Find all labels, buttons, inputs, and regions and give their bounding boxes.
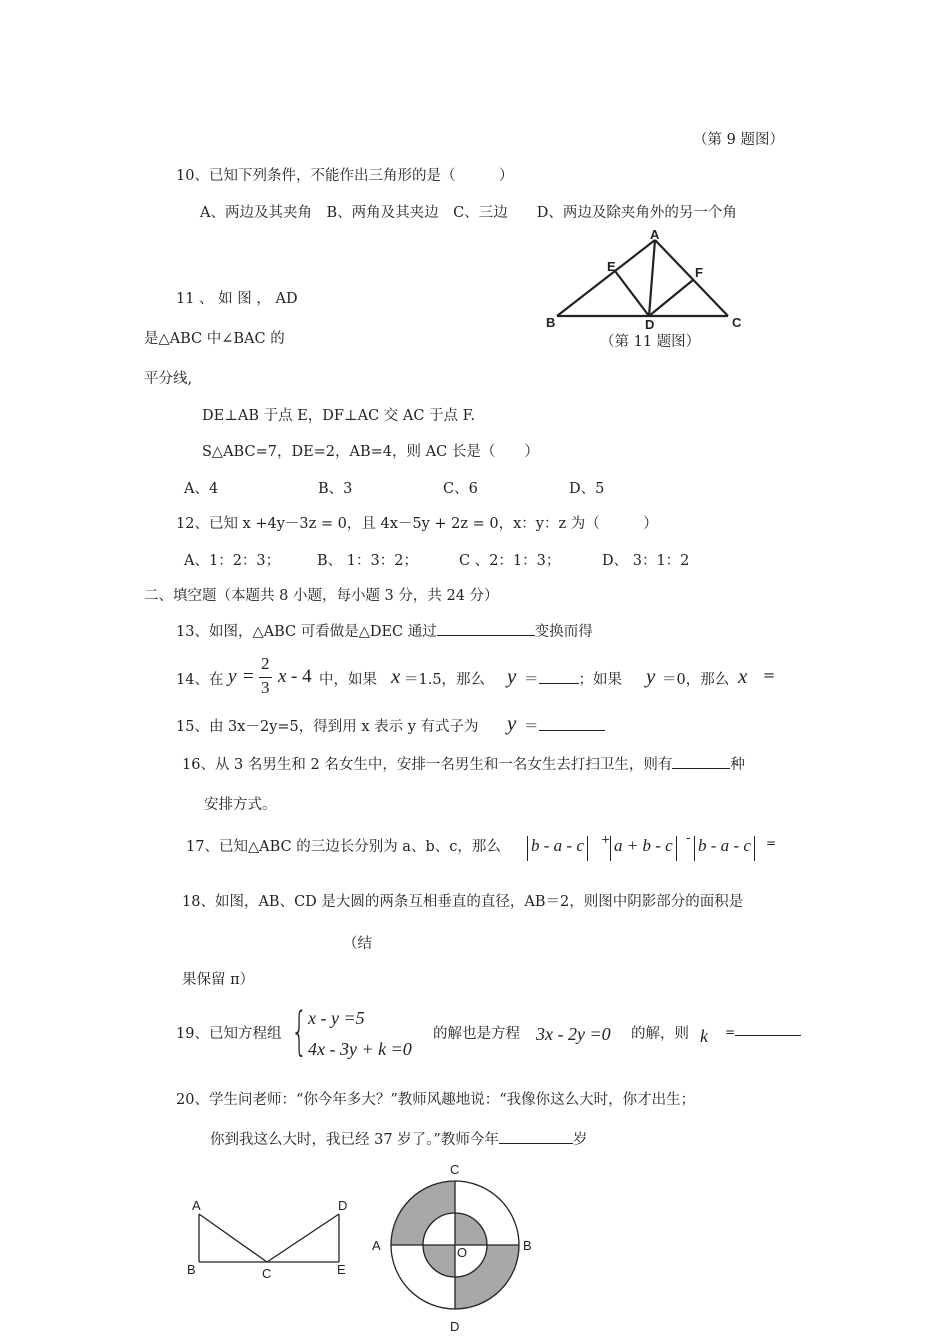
fig11-label-b: B xyxy=(546,315,556,330)
q14-denominator: 3 xyxy=(261,678,270,697)
q14-x-var2: x xyxy=(738,664,748,688)
q17-op1: + xyxy=(601,833,611,846)
fig13-label-b: B xyxy=(187,1262,196,1277)
fig13-label-a: A xyxy=(192,1198,201,1213)
fig11-caption: （第 11 题图） xyxy=(600,334,701,350)
q20-line2-pre: 你到我这么大时，我已经 37 岁了。”教师今年 xyxy=(210,1132,499,1148)
q12-option-d: D、 3：1：2 xyxy=(602,553,690,569)
q15-answer-blank[interactable] xyxy=(539,730,605,731)
q17-abs3-text: b - a - c xyxy=(698,836,751,855)
q14-mid1: 中，如果 xyxy=(319,672,377,688)
q11-option-b: B、3 xyxy=(318,481,353,497)
q14-x: x xyxy=(278,666,287,687)
section2-heading: 二、填空题（本题共 8 小题，每小题 3 分，共 24 分） xyxy=(144,588,499,604)
q19-k: k xyxy=(700,1026,708,1046)
q11-line4: DE⊥AB 于点 E，DF⊥AC 交 AC 于点 F. xyxy=(202,408,476,424)
q17-pre: 17、已知△ABC 的三边长分别为 a、b、c，那么 xyxy=(186,839,501,855)
q14-minus4: - 4 xyxy=(291,666,312,687)
q19-eq3: 3x - 2y =0 xyxy=(536,1024,611,1044)
fig13-triangles xyxy=(183,1196,363,1282)
fig18-circles xyxy=(368,1160,538,1342)
q17-op2: - xyxy=(686,831,691,846)
fig13-label-d: D xyxy=(338,1198,348,1213)
q15-eq: ＝ xyxy=(524,719,539,735)
fig18-label-d: D xyxy=(450,1319,460,1334)
q14-eq2: ＝ xyxy=(524,672,539,688)
q20-line1: 20、学生问老师：“你今年多大？”教师风趣地说：“我像你这么大时，你才出生； xyxy=(176,1092,696,1108)
q17-abs2 xyxy=(610,836,677,861)
q13-pre: 13、如图，△ABC 可看做是△DEC 通过 xyxy=(176,624,437,640)
fig18-label-o: O xyxy=(457,1245,468,1260)
q19-eq1: x - y =5 xyxy=(308,1008,365,1028)
q19-brace: { xyxy=(291,1002,308,1062)
q10-options: A、两边及其夹角 B、两角及其夹边 C、三边 D、两边及除夹角外的另一个角 xyxy=(200,205,737,221)
q11-line5: S△ABC=7，DE=2，AB=4，则 AC 长是（ ） xyxy=(202,444,539,460)
fig18-label-b: B xyxy=(523,1238,532,1253)
q16-line2: 安排方式。 xyxy=(204,797,277,813)
q17-eq: = xyxy=(766,836,777,850)
q14-numerator: 2 xyxy=(261,654,270,673)
q19-mid: 的解也是方程 xyxy=(433,1026,520,1042)
q16-line1-pre: 16、从 3 名男生和 2 名女生中，安排一名男生和一名女生去打扫卫生，则有 xyxy=(182,757,673,773)
q17-abs3 xyxy=(694,836,755,861)
q18-line1: 18、如图，AB、CD 是大圆的两条互相垂直的直径，AB＝2，则图中阴影部分的面积是 xyxy=(182,894,744,910)
fig11-label-a: A xyxy=(650,228,660,242)
q14-y: y xyxy=(228,666,237,687)
q15-y: y xyxy=(507,711,517,735)
q12-option-c: C 、2：1：3； xyxy=(459,553,561,569)
q16-line1-post: 种 xyxy=(730,757,745,773)
q15-pre: 15、由 3x－2y=5，得到用 x 表示 y 有式子为 xyxy=(176,719,479,735)
fig11-label-c: C xyxy=(732,315,742,330)
q11-option-d: D、5 xyxy=(569,481,605,497)
q11-line1: 11 、 如 图 ， AD xyxy=(176,291,298,307)
q14-eq3: = xyxy=(763,668,776,684)
fig18-label-a: A xyxy=(372,1238,381,1253)
q14-y-var: y xyxy=(507,664,517,688)
q14-pre: 14、在 xyxy=(176,672,224,688)
q11-option-a: A、4 xyxy=(184,481,219,497)
q17-abs1 xyxy=(527,836,588,861)
fig18-label-c: C xyxy=(450,1162,460,1177)
q15-answer-group xyxy=(524,715,605,736)
q19-eq2: 4x - 3y + k =0 xyxy=(308,1039,412,1059)
q11-option-c: C、6 xyxy=(443,481,478,497)
q20-answer-blank[interactable] xyxy=(499,1143,573,1144)
q18-line2: （结 xyxy=(343,936,372,952)
q19-eq: = xyxy=(725,1025,736,1039)
fig11-label-f: F xyxy=(695,265,703,280)
q11-line2: 是△ABC 中∠BAC 的 xyxy=(144,331,285,347)
fig11-label-d: D xyxy=(645,317,655,332)
q14-val1: ＝1.5，那么 xyxy=(404,672,486,688)
q17-abs2-text: a + b - c xyxy=(614,836,673,855)
q19-answer-blank[interactable] xyxy=(735,1035,801,1036)
q14-y-var2: y xyxy=(646,664,656,688)
fig11-triangle xyxy=(545,228,755,333)
q12-option-b: B、 1：3：2； xyxy=(317,553,418,569)
q19-pre: 19、已知方程组 xyxy=(176,1026,282,1042)
fig9-caption: （第 9 题图） xyxy=(693,132,784,148)
q11-line3: 平分线, xyxy=(144,371,193,387)
q14-val2: ＝0，那么 xyxy=(662,672,730,688)
q17-abs1-text: b - a - c xyxy=(531,836,584,855)
q14-eq: = xyxy=(243,666,254,687)
q20-line2-post: 岁 xyxy=(572,1132,588,1148)
q14-x-var: x xyxy=(391,664,401,688)
q14-eq2-group xyxy=(524,668,622,689)
fig11-label-e: E xyxy=(607,259,616,274)
q19-answer-group xyxy=(725,1024,801,1040)
q14-mid2: ；如果 xyxy=(578,672,622,688)
q12-option-a: A、1：2：3； xyxy=(184,553,281,569)
q13-answer-blank[interactable] xyxy=(437,635,535,636)
q12-stem: 12、已知 x +4y－3z = 0，且 4x－5y + 2z = 0，x：y：z 为（ ） xyxy=(176,516,658,532)
fig13-label-e: E xyxy=(337,1262,346,1277)
q16-line1 xyxy=(182,753,745,774)
q18-line3: 果保留 π） xyxy=(182,972,255,988)
q10-stem: 10、已知下列条件，不能作出三角形的是（ ） xyxy=(176,168,514,184)
q13 xyxy=(176,620,593,641)
q14-answer-blank-1[interactable] xyxy=(539,683,579,684)
q16-answer-blank[interactable] xyxy=(672,768,730,769)
q19-post: 的解，则 xyxy=(631,1026,689,1042)
q13-post: 变换而得 xyxy=(534,624,593,640)
fig13-label-c: C xyxy=(262,1266,272,1281)
q20-line2 xyxy=(210,1128,587,1149)
